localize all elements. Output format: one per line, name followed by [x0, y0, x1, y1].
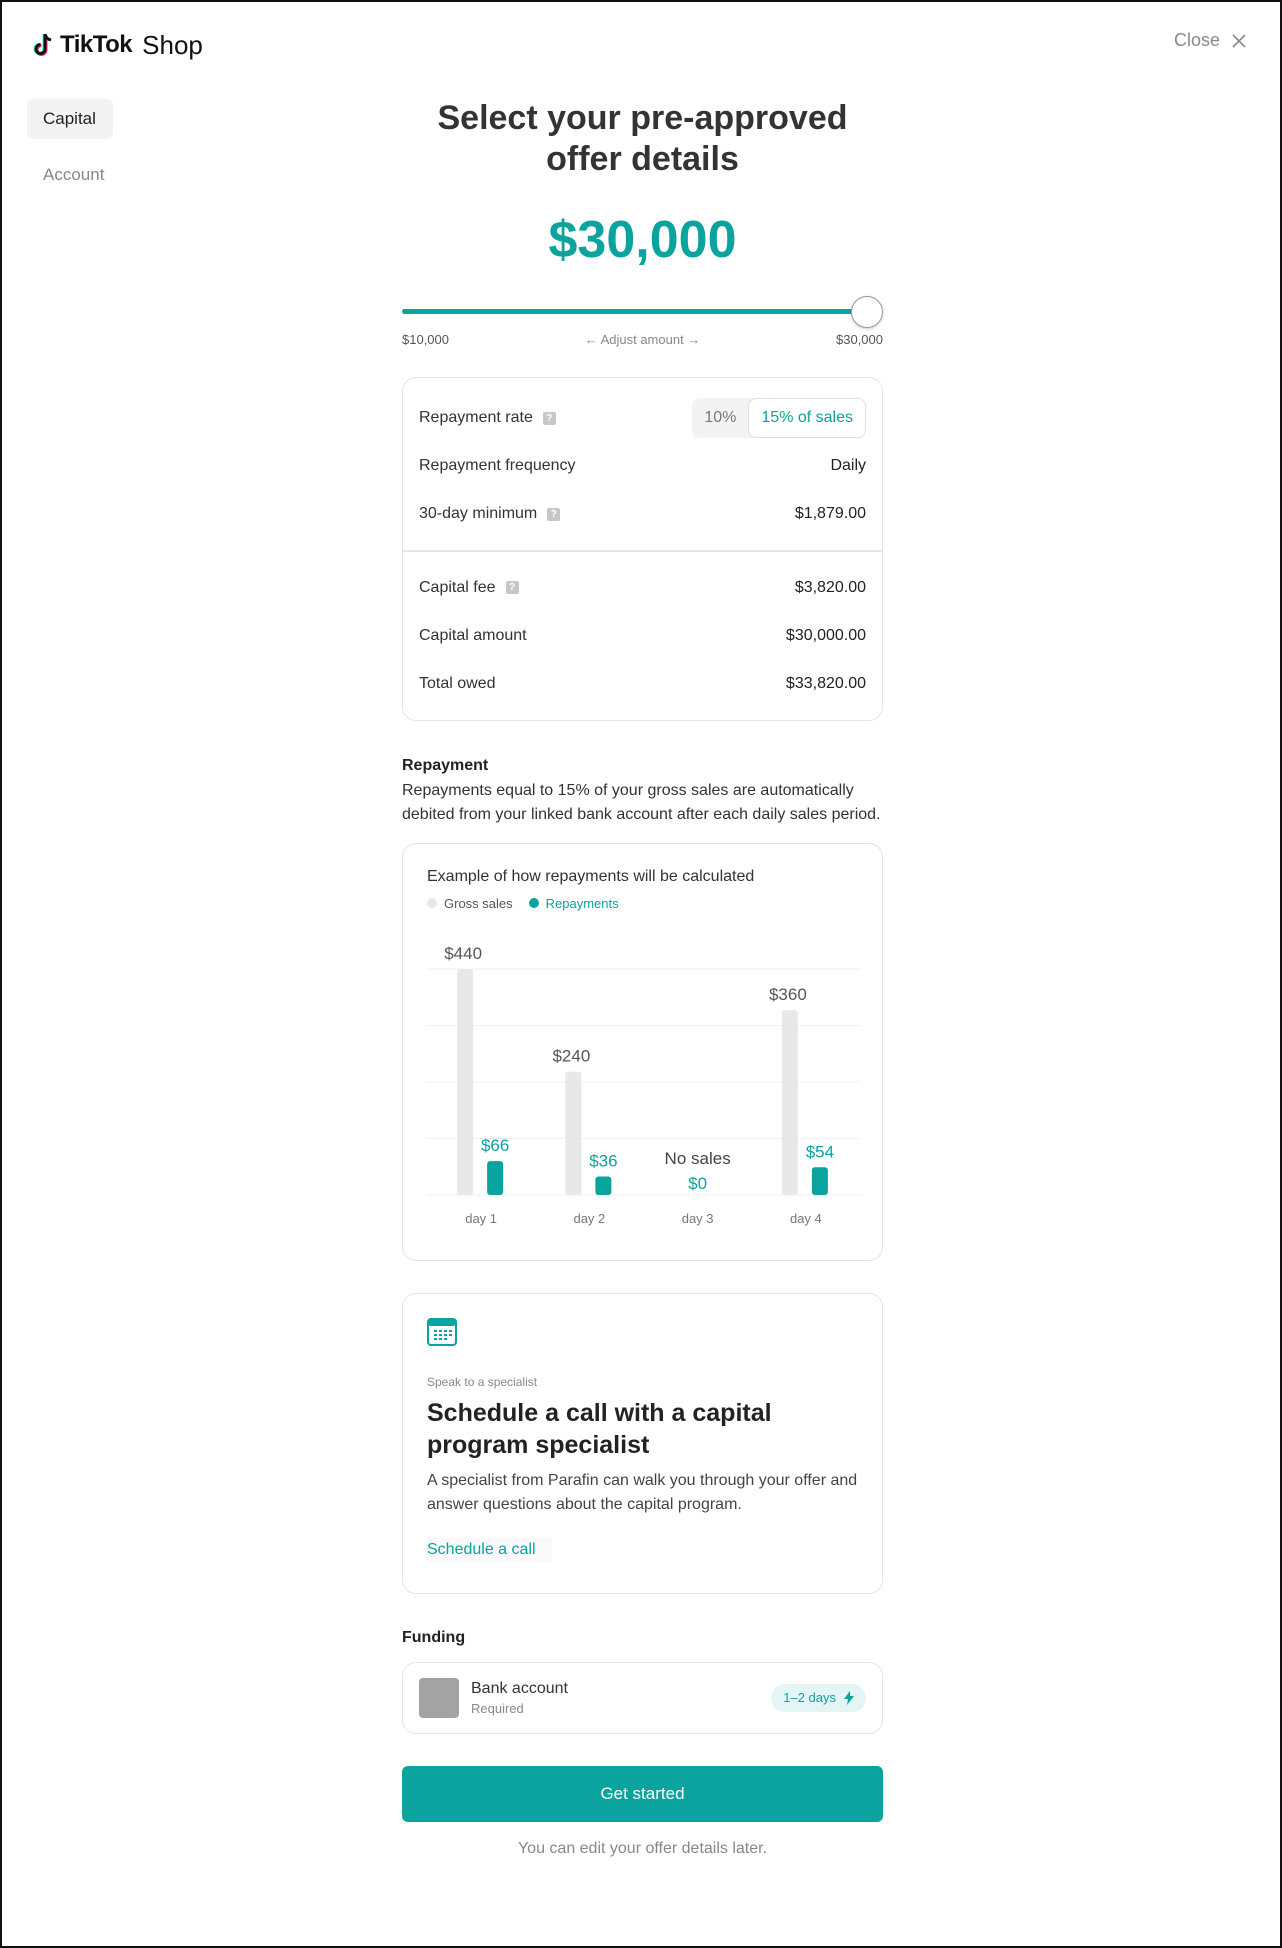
slider-fill [402, 309, 867, 314]
fee-label: Capital fee [419, 578, 496, 596]
slider-labels [402, 332, 883, 347]
slider-hint: ← Adjust amount → [584, 332, 701, 347]
bank-account-card[interactable] [402, 1662, 883, 1734]
total-value: $33,820.00 [785, 674, 866, 692]
repayment-rate-toggle [692, 398, 866, 438]
gross-sales-bar [782, 1010, 798, 1195]
funding-speed-badge [771, 1684, 866, 1712]
repayment-bar [487, 1161, 503, 1195]
offer-panel [402, 98, 883, 1858]
title-line-2: offer details [546, 140, 739, 178]
repayment-label: $66 [480, 1135, 510, 1155]
close-button[interactable] [1174, 30, 1248, 51]
calendar-icon [427, 1318, 457, 1346]
repayment-description: Repayments equal to 15% of your gross sales are automatically debited from your linked bank account after each daily sales period. [402, 781, 881, 823]
chart-plot [403, 844, 884, 1262]
close-label: Close [1173, 30, 1220, 50]
repayment-bar [595, 1176, 611, 1194]
bank-subtitle: Required [471, 1700, 524, 1716]
sidebar-item-account[interactable]: Account [43, 165, 105, 184]
repayment-label: $36 [589, 1151, 618, 1171]
amount-slider[interactable] [402, 296, 883, 326]
fee-value: $3,820.00 [794, 578, 866, 596]
schedule-call-link[interactable]: Schedule a call [427, 1537, 552, 1563]
repayment-rate-label: Repayment rate [419, 409, 533, 426]
help-icon[interactable]: ? [506, 581, 519, 594]
repayment-example-chart [402, 843, 883, 1261]
minimum-value: $1,879.00 [794, 505, 866, 522]
close-icon [1230, 32, 1248, 50]
brand-name: TikTok [60, 31, 133, 58]
repayment-label: $54 [805, 1141, 835, 1161]
repayment-frequency-label: Repayment frequency [419, 457, 576, 474]
gross-sales-label: $240 [552, 1046, 591, 1066]
gross-sales-label: $360 [768, 984, 807, 1004]
rate-option-10[interactable]: 10% [704, 409, 737, 426]
total-row [403, 660, 882, 708]
specialist-title: Schedule a call with a capital program specialist [427, 1398, 772, 1459]
legend-gross-label: Gross sales [444, 895, 513, 911]
repayment-bar [812, 1167, 828, 1195]
minimum-label: 30-day minimum [419, 505, 538, 522]
help-icon[interactable]: ? [543, 412, 556, 425]
chart-title: Example of how repayments will be calculated [427, 867, 755, 885]
repayment-heading: Repayment [402, 756, 489, 774]
edit-later-note: You can edit your offer details later. [517, 1839, 768, 1857]
slider-min-label: $10,000 [402, 332, 449, 347]
bank-text [471, 1680, 771, 1716]
slider-max-label: $30,000 [836, 332, 883, 347]
capital-label: Capital amount [419, 626, 527, 644]
repayment-frequency-value: Daily [830, 457, 866, 474]
funding-heading: Funding [402, 1628, 466, 1646]
x-tick-label: day 3 [681, 1210, 714, 1226]
x-tick-label: day 2 [573, 1210, 606, 1226]
specialist-card [402, 1293, 883, 1594]
sidebar-item-capital[interactable]: Capital [27, 99, 113, 139]
repayment-label: $0 [688, 1173, 708, 1193]
bank-placeholder-icon [419, 1678, 459, 1718]
x-tick-label: day 4 [789, 1210, 822, 1226]
capital-value: $30,000.00 [785, 626, 866, 644]
gross-sales-label: No sales [664, 1148, 731, 1168]
specialist-kicker: Speak to a specialist [427, 1374, 538, 1389]
brand-shop: Shop [142, 29, 203, 60]
total-label: Total owed [419, 674, 496, 692]
offer-amount: $30,000 [548, 211, 737, 269]
funding-speed-label: 1–2 days [783, 1690, 836, 1705]
lightning-icon [844, 1691, 854, 1705]
minimum-row [403, 490, 882, 538]
x-tick-label: day 1 [465, 1210, 498, 1226]
repayment-rate-row [403, 394, 882, 442]
tiktok-note-icon [32, 32, 54, 58]
gross-sales-label: $440 [444, 943, 483, 963]
terms-card [402, 377, 883, 721]
gross-sales-bar [457, 969, 473, 1195]
title-line-1: Select your pre-approved [437, 99, 848, 137]
help-icon[interactable]: ? [547, 508, 560, 521]
repayment-frequency-row [403, 442, 882, 490]
tiktok-shop-logo [32, 28, 203, 62]
fee-row [403, 564, 882, 612]
bank-title: Bank account [471, 1679, 568, 1697]
get-started-button[interactable]: Get started [402, 1766, 883, 1822]
specialist-body: A specialist from Parafin can walk you through your offer and answer questions about the capital program. [427, 1471, 858, 1513]
page-title [402, 98, 883, 180]
legend-repay-label: Repayments [545, 895, 619, 911]
capital-row [403, 612, 882, 660]
slider-thumb[interactable] [851, 296, 883, 328]
terms-divider [403, 550, 882, 552]
gross-sales-bar [565, 1071, 581, 1194]
sidebar-nav [27, 99, 113, 211]
rate-option-15[interactable]: 15% of sales [748, 398, 866, 438]
